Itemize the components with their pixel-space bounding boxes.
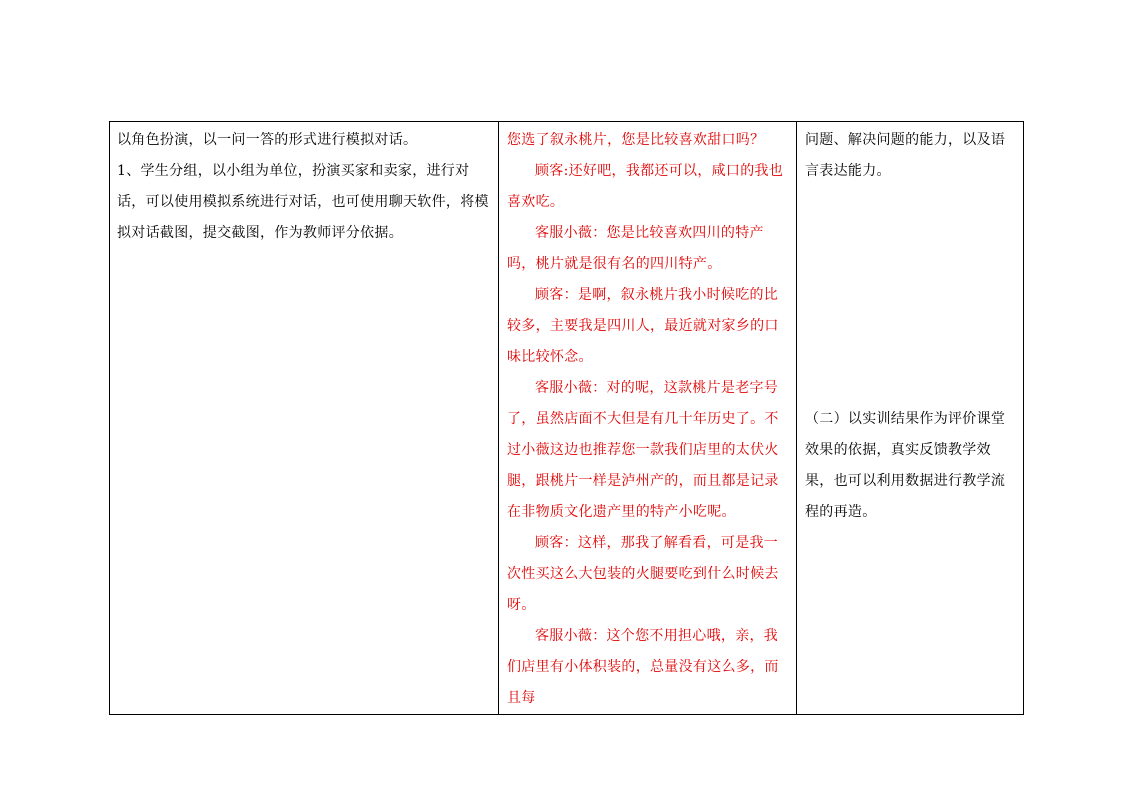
dialogue-line-6: 顾客：这样，那我了解看看，可是我一次性买这么大包装的火腿要吃到什么时候去呀。 [507,535,779,613]
objective-text [797,122,1023,528]
dialogue-line-5: 客服小薇：对的呢，这款桃片是老字号了，虽然店面不大但是有几十年历史了。不过小薇这边也推荐您一款我们店里的太伏火腿，跟桃片一样是泸州产的，而且都是记录在非物质文化遗产里的特产小吃呢。 [507,380,779,520]
table-row [110,122,1024,715]
activity-text [110,122,498,249]
objective-continuation: 问题、解决问题的能力，以及语言表达能力。 [805,132,1006,179]
objective-cell [797,122,1024,715]
activity-intro: 以角色扮演，以一问一答的形式进行模拟对话。 [117,132,418,148]
objective-point-2: （二）以实训结果作为评价课堂效果的依据，真实反馈教学效果，也可以利用数据进行教学流程的再造。 [805,411,1006,520]
objective-spacer [805,187,1015,404]
lesson-plan-table [109,121,1024,715]
dialogue-line-3: 客服小薇：您是比较喜欢四川的特产吗，桃片就是很有名的四川特产。 [507,225,764,272]
dialogue-line-7: 客服小薇：这个您不用担心哦，亲，我们店里有小体积装的，总量没有这么多，而且每 [507,628,779,706]
dialogue-text [499,122,796,714]
dialogue-line-2: 顾客:还好吧，我都还可以，咸口的我也喜欢吃。 [507,163,784,210]
dialogue-cell [499,122,797,715]
activity-cell [110,122,499,715]
dialogue-line-1: 您选了叙永桃片，您是比较喜欢甜口吗？ [507,132,765,148]
activity-step-1: 1、学生分组，以小组为单位，扮演买家和卖家，进行对话，可以使用模拟系统进行对话，也可使用聊天软件，将模拟对话截图，提交截图，作为教师评分依据。 [117,163,489,241]
dialogue-line-4: 顾客：是啊，叙永桃片我小时候吃的比较多，主要我是四川人，最近就对家乡的口味比较怀念。 [507,287,779,365]
